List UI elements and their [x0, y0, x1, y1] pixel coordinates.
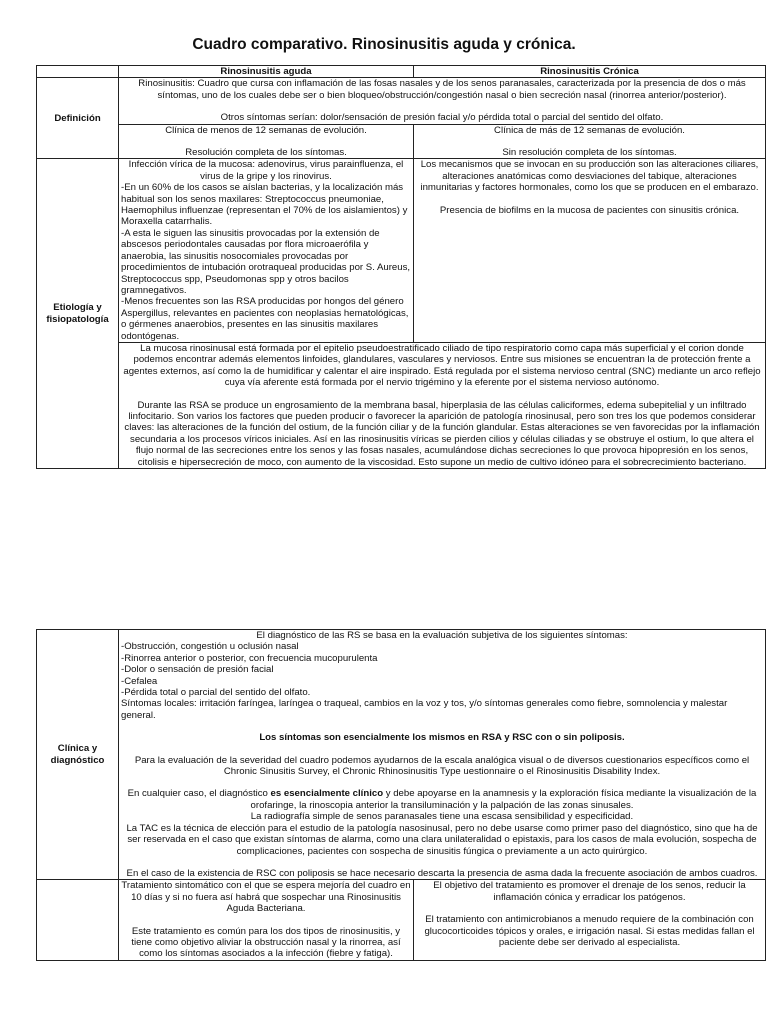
etiologia-aguda-p4: -Menos frecuentes son las RSA producidas por hongos del género Aspergillus, relevantes en pacientes con neoplasias hematológicas, o gérmenes anaerobios, presentes en las sinusitis maxilares odontógenas.	[121, 296, 409, 342]
tratamiento-aguda-cell	[119, 880, 414, 960]
clinica-caso	[121, 788, 763, 811]
row-label-tratamiento	[37, 880, 119, 960]
clinica-locales: Síntomas locales: irritación faríngea, laríngea o traqueal, cambios en la voz y tos, y/o síntomas generales como fiebre, somnolencia y malestar general.	[121, 698, 728, 721]
etiologia-cronica-p2: Presencia de biofilms en la mucosa de pacientes con sinusitis crónica.	[439, 204, 740, 216]
etiologia-shared-cell	[119, 342, 766, 468]
definicion-cronica-2: Sin resolución completa de los síntomas.	[502, 147, 677, 159]
definicion-other-symptoms: Otros síntomas serían: dolor/sensación de presión facial y/o pérdida total o parcial del sentido del olfato.	[220, 112, 664, 124]
clinica-tac: La TAC es la técnica de elección para el estudio de la patología nasosinusal, pero no debe usarse como primer paso del diagnóstico, sino que ha de ser reservada en el caso que existan síntomas de alarma, como una clara unilateralidad o epistaxis, para los casos de mala evolución, sospecha de complicaciones, pacientes con sospecha de sinusitis fúngica o previamente a un acto quirúrgico.	[126, 822, 758, 857]
symptom-item: -Obstrucción, congestión u oclusión nasal	[121, 641, 299, 653]
clinica-radiografia: La radiografía simple de senos paranasales tiene una escasa sensibilidad y especificidad.	[250, 811, 634, 823]
row-label-etiologia: Etiología y fisiopatología	[37, 159, 119, 469]
symptom-item: -Cefalea	[121, 675, 158, 687]
page-title: Cuadro comparativo. Rinosinusitis aguda y crónica.	[192, 36, 576, 53]
etiologia-cronica-p1: Los mecanismos que se invocan en su producción son las alteraciones ciliares, alteraciones anatómicas como desviaciones del tabique, alteraciones inmunitarias y factores hormonales, como los que se producen en el embarazo.	[420, 159, 759, 194]
etiologia-cronica-cell	[414, 159, 766, 343]
clinica-escala: Para la evaluación de la severidad del cuadro podemos ayudarnos de la escala analógica visual o de diversos cuestionarios específicos como el Chronic Sinusitis Survey, el Chronic Rhinosinusitis Type uestionnaire o el Rinosinusitis Disability Index.	[134, 754, 750, 778]
header-cronica: Rinosinusitis Crónica	[414, 66, 766, 78]
etiologia-shared-p2: Durante las RSA se produce un engrosamiento de la membrana basal, hiperplasia de las células caliciformes, edema subepitelial y un infiltrado linfocitario. Son varios los factores que pueden producir o favorecer la aparición de patología rinosinusal, pero son tres los que podemos considerar claves: las alteraciones de la función del ostium, de la función ciliar y de la función glandular. Estas alteraciones se ven favorecidas por la inflamación secundaria a los procesos víricos iniciales. Así en las rinosinusitis víricas se pierden cilios y células ciliadas y se obstruye el ostium, lo que altera el flujo normal de las secreciones entre los senos y las fosas nasales, acumulándose dichas secreciones lo que provoca hipopresión en los senos, citolisis e hipersecreción de moco, con aumento de la viscosidad. Esto supone un medio de cultivo idóneo para el sobrecrecimiento bacteriano.	[124, 399, 760, 468]
row-label-definicion: Definición	[37, 78, 119, 159]
definicion-cronica-1: Clínica de más de 12 semanas de evolución.	[494, 124, 685, 136]
definicion-aguda-cell	[119, 124, 414, 159]
etiologia-aguda-p1: Infección vírica de la mucosa: adenovirus, virus parainfluenza, el virus de la gripe y los rinovirus.	[128, 159, 404, 182]
clinica-caso-post: y debe apoyarse en la anamnesis y la exploración física mediante la visualización de la orofaringe, la rinoscopia anterior la transiluminación y la palpación de las zonas sinusales.	[250, 788, 757, 811]
etiologia-aguda-p3: -A esta le siguen las sinusitis provocadas por la extensión de abscesos periodontales causadas por flora microaerófila y anaerobia, las sinusitis nosocomiales provocadas por procedimientos de intubación orotraqueal producidas por S. Aureus, Streptococcus spp, Pseudomonas spp y otros bacilos gramnegativos.	[121, 227, 411, 296]
etiologia-row-shared	[37, 342, 766, 468]
symptom-item: -Dolor o sensación de presión facial	[121, 664, 274, 676]
symptom-item: -Rinorrea anterior o posterior, con frecuencia mucopurulenta	[121, 652, 378, 664]
table-header-row	[37, 66, 766, 78]
header-empty-cell	[37, 66, 119, 78]
clinica-intro: El diagnóstico de las RS se basa en la evaluación subjetiva de los siguientes síntomas:	[256, 630, 628, 641]
tratamiento-row	[37, 880, 766, 960]
definicion-shared-cell	[119, 78, 766, 124]
row-label-clinica: Clínica y diagnóstico	[37, 630, 119, 880]
definicion-aguda-2: Resolución completa de los síntomas.	[185, 147, 347, 159]
header-aguda: Rinosinusitis aguda	[119, 66, 414, 78]
definicion-text: Rinosinusitis: Cuadro que cursa con inflamación de las fosas nasales y de los senos paranasales, caracterizada por la presencia de dos o más síntomas, uno de los cuales debe ser o bien bloqueo/obstrucción/congestión nasal o bien secreción nasal (rinorrea anterior/posterior).	[138, 78, 746, 101]
clinica-caso-bold: es esencialmente clínico	[270, 788, 384, 800]
comparison-table-1	[36, 65, 766, 469]
etiologia-aguda-cell	[119, 159, 414, 343]
etiologia-row-split	[37, 159, 766, 343]
etiologia-aguda-p2: -En un 60% de los casos se aíslan bacterias, y la localización más habitual son los senos maxilares: Streptococcus pneumoniae, Haemophilus influenzae (representan el 70% de los aislamientos) y Moraxella catarrhalis.	[121, 182, 408, 228]
definicion-row-shared	[37, 78, 766, 124]
comparison-table-2	[36, 629, 766, 961]
definicion-cronica-cell	[414, 124, 766, 159]
etiologia-shared-p1: La mucosa rinosinusal está formada por el epitelio pseudoestratificado ciliado de tipo respiratorio como capa más superficial y el corion donde podemos encontrar además elementos linfoides, glandulares, vasculares y nerviosos. Entre sus misiones se encuentran la de protección frente a agentes externos, así como la de humidificar y calentar el aire inspirado. Está regulada por el sistema nervioso central (SNC) mediante un arco reflejo cuya vía aferente está formada por el nervio trigémino y la eferente por el sistema nervioso autónomo.	[123, 342, 761, 389]
symptom-item: -Pérdida total o parcial del sentido del olfato.	[121, 687, 311, 699]
clinica-rsc: En el caso de la existencia de RSC con poliposis se hace necesario descarta la presencia de asma dada la frecuente asociación de ambos cuadros.	[126, 867, 758, 879]
clinica-bold-line: Los síntomas son esencialmente los mismos en RSA y RSC con o sin poliposis.	[259, 732, 625, 744]
tratamiento-cronica-p2: El tratamiento con antimicrobianos a menudo requiere de la combinación con glucocorticoides tópicos y orales, e irrigación nasal. Si estas medidas fallan el paciente debe ser derivado al especialista.	[424, 914, 755, 948]
clinica-shared-cell	[119, 630, 766, 880]
tratamiento-aguda-p1: Tratamiento sintomático con el que se espera mejoría del cuadro en 10 días y si no fuera así habrá que sospechar una Rinosinusitis Aguda Bacteriana.	[121, 880, 411, 915]
clinica-caso-pre: En cualquier caso, el diagnóstico	[127, 788, 271, 800]
clinica-row	[37, 630, 766, 880]
tratamiento-aguda-p2: Este tratamiento es común para los dos tipos de rinosinusitis, y tiene como objetivo aliviar la obstrucción nasal y la rinorrea, así como los síntomas asociados a la infección (fiebre y fatiga).	[131, 925, 401, 960]
definicion-aguda-1: Clínica de menos de 12 semanas de evolución.	[165, 124, 367, 136]
definicion-row-split	[37, 124, 766, 159]
tratamiento-cronica-cell	[414, 880, 766, 960]
tratamiento-cronica-p1: El objetivo del tratamiento es promover el drenaje de los senos, reducir la inflamación cónica y erradicar los patógenos.	[433, 880, 746, 903]
